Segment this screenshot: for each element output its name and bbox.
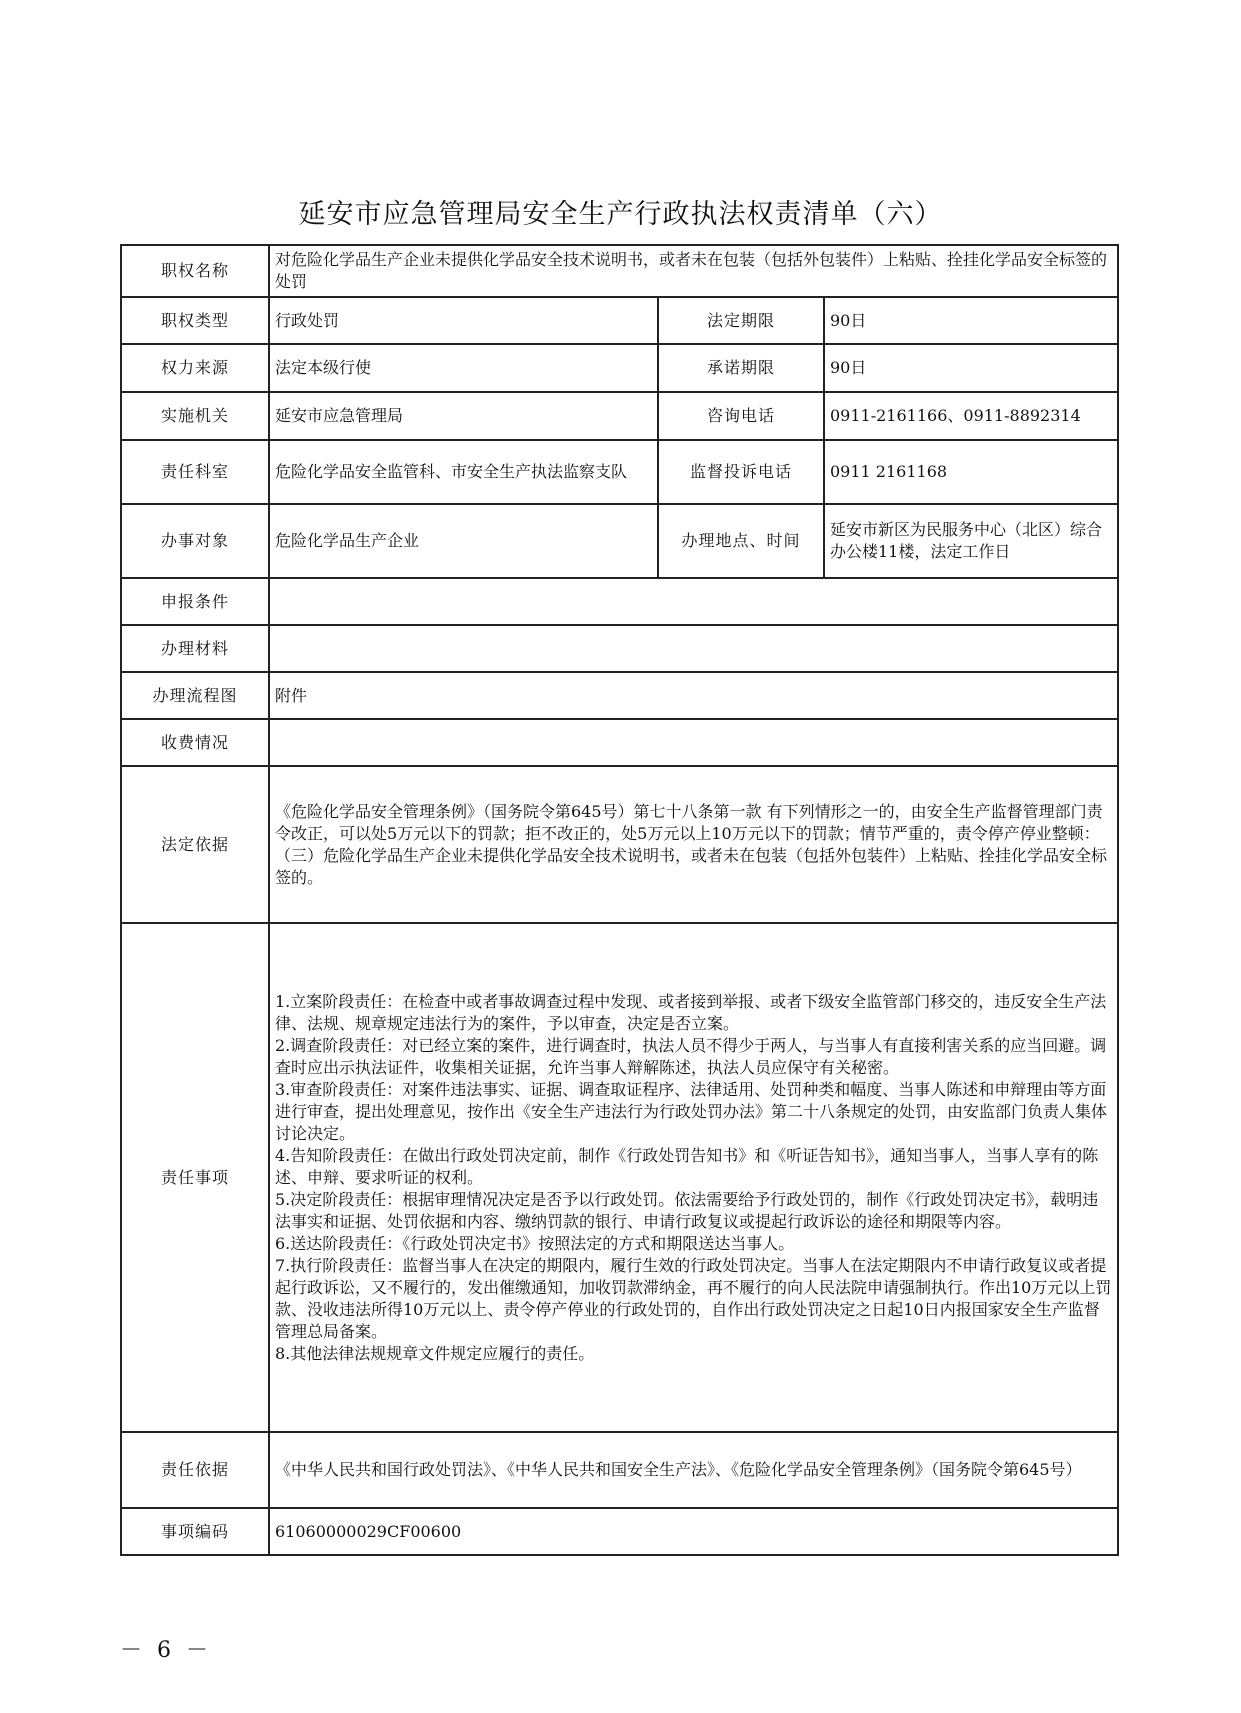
value-consult-phone: 0911-2161166、0911-8892314 — [824, 392, 1118, 440]
label-consult-phone: 咨询电话 — [658, 392, 824, 440]
label-flow: 办理流程图 — [121, 672, 269, 719]
row-dept — [121, 440, 1118, 504]
row-duty-basis — [121, 1432, 1118, 1508]
page-title: 延安市应急管理局安全生产行政执法权责清单（六） — [298, 199, 943, 230]
label-name: 职权名称 — [121, 245, 269, 297]
label-agency: 实施机关 — [121, 392, 269, 440]
page-number: － 6 － — [120, 1638, 212, 1663]
value-promise-period: 90日 — [824, 344, 1118, 392]
row-materials — [121, 625, 1118, 672]
label-dept: 责任科室 — [121, 440, 269, 504]
label-complaint-phone: 监督投诉电话 — [658, 440, 824, 504]
label-promise-period: 承诺期限 — [658, 344, 824, 392]
row-type — [121, 297, 1118, 344]
value-name: 对危险化学品生产企业未提供化学品安全技术说明书，或者未在包装（包括外包装件）上粘贴、拴挂化学品安全标签的处罚 — [269, 245, 1118, 297]
label-source: 权力来源 — [121, 344, 269, 392]
row-conditions — [121, 578, 1118, 625]
row-duties — [121, 923, 1118, 1432]
value-legal-basis: 《危险化学品安全管理条例》（国务院令第645号）第七十八条第一款 有下列情形之一的，由安全生产监督管理部门责令改正，可以处5万元以下的罚款；拒不改正的，处5万元以上10万元以下的罚款；情节严重的，责令停产停业整顿：（三）危险化学品生产企业未提供化学品安全技术说明书，或者未在包装（包括外包装件）上粘贴、拴挂化学品安全标签的。 — [269, 766, 1118, 923]
row-code — [121, 1508, 1118, 1555]
value-legal-period: 90日 — [824, 297, 1118, 344]
value-agency: 延安市应急管理局 — [269, 392, 658, 440]
label-type: 职权类型 — [121, 297, 269, 344]
label-code: 事项编码 — [121, 1508, 269, 1555]
label-fees: 收费情况 — [121, 719, 269, 766]
label-location: 办理地点、时间 — [658, 504, 824, 578]
row-fees — [121, 719, 1118, 766]
row-target — [121, 504, 1118, 578]
label-conditions: 申报条件 — [121, 578, 269, 625]
label-duties: 责任事项 — [121, 923, 269, 1432]
value-location: 延安市新区为民服务中心（北区）综合办公楼11楼，法定工作日 — [824, 504, 1118, 578]
row-legal-basis — [121, 766, 1118, 923]
label-legal-basis: 法定依据 — [121, 766, 269, 923]
value-conditions — [269, 578, 1118, 625]
label-target: 办事对象 — [121, 504, 269, 578]
label-duty-basis: 责任依据 — [121, 1432, 269, 1508]
value-type: 行政处罚 — [269, 297, 658, 344]
value-duties: 1.立案阶段责任：在检查中或者事故调查过程中发现、或者接到举报、或者下级安全监管部门移交的，违反安全生产法律、法规、规章规定违法行为的案件，予以审查，决定是否立案。 2.调查阶段责任：对已经立案的案件，进行调查时，执法人员不得少于两人，与当事人有直接利害关系的应当回避。调查时应出示执法证件，收集相关证据，允许当事人辩解陈述，执法人员应保守有关秘密。 3.审查阶段责任：对案件违法事实、证据、调查取证程序、法律适用、处罚种类和幅度、当事人陈述和申辩理由等方面进行审查，提出处理意见，按作出《安全生产违法行为行政处罚办法》第二十八条规定的处罚，由安监部门负责人集体讨论决定。 4.告知阶段责任：在做出行政处罚决定前，制作《行政处罚告知书》和《听证告知书》，通知当事人，当事人享有的陈述、申辩、要求听证的权利。 5.决定阶段责任：根据审理情况决定是否予以行政处罚。依法需要给予行政处罚的，制作《行政处罚决定书》，载明违法事实和证据、处罚依据和内容、缴纳罚款的银行、申请行政复议或提起行政诉讼的途径和期限等内容。 6.送达阶段责任：《行政处罚决定书》按照法定的方式和期限送达当事人。 7.执行阶段责任：监督当事人在决定的期限内，履行生效的行政处罚决定。当事人在法定期限内不申请行政复议或者提起行政诉讼，又不履行的，发出催缴通知，加收罚款滞纳金，再不履行的向人民法院申请强制执行。作出10万元以上罚款、没收违法所得10万元以上、责令停产停业的行政处罚的，自作出行政处罚决定之日起10日内报国家安全生产监督管理总局备案。 8.其他法律法规规章文件规定应履行的责任。 — [269, 923, 1118, 1432]
row-source — [121, 344, 1118, 392]
value-code: 61060000029CF00600 — [269, 1508, 1118, 1555]
label-materials: 办理材料 — [121, 625, 269, 672]
value-complaint-phone: 0911 2161168 — [824, 440, 1118, 504]
value-flow: 附件 — [269, 672, 1118, 719]
responsibility-table — [120, 244, 1119, 1556]
label-legal-period: 法定期限 — [658, 297, 824, 344]
row-agency — [121, 392, 1118, 440]
value-source: 法定本级行使 — [269, 344, 658, 392]
value-dept: 危险化学品安全监管科、市安全生产执法监察支队 — [269, 440, 658, 504]
value-duty-basis: 《中华人民共和国行政处罚法》、《中华人民共和国安全生产法》、《危险化学品安全管理条例》（国务院令第645号） — [269, 1432, 1118, 1508]
value-materials — [269, 625, 1118, 672]
value-target: 危险化学品生产企业 — [269, 504, 658, 578]
row-flow — [121, 672, 1118, 719]
row-name — [121, 245, 1118, 297]
value-fees — [269, 719, 1118, 766]
